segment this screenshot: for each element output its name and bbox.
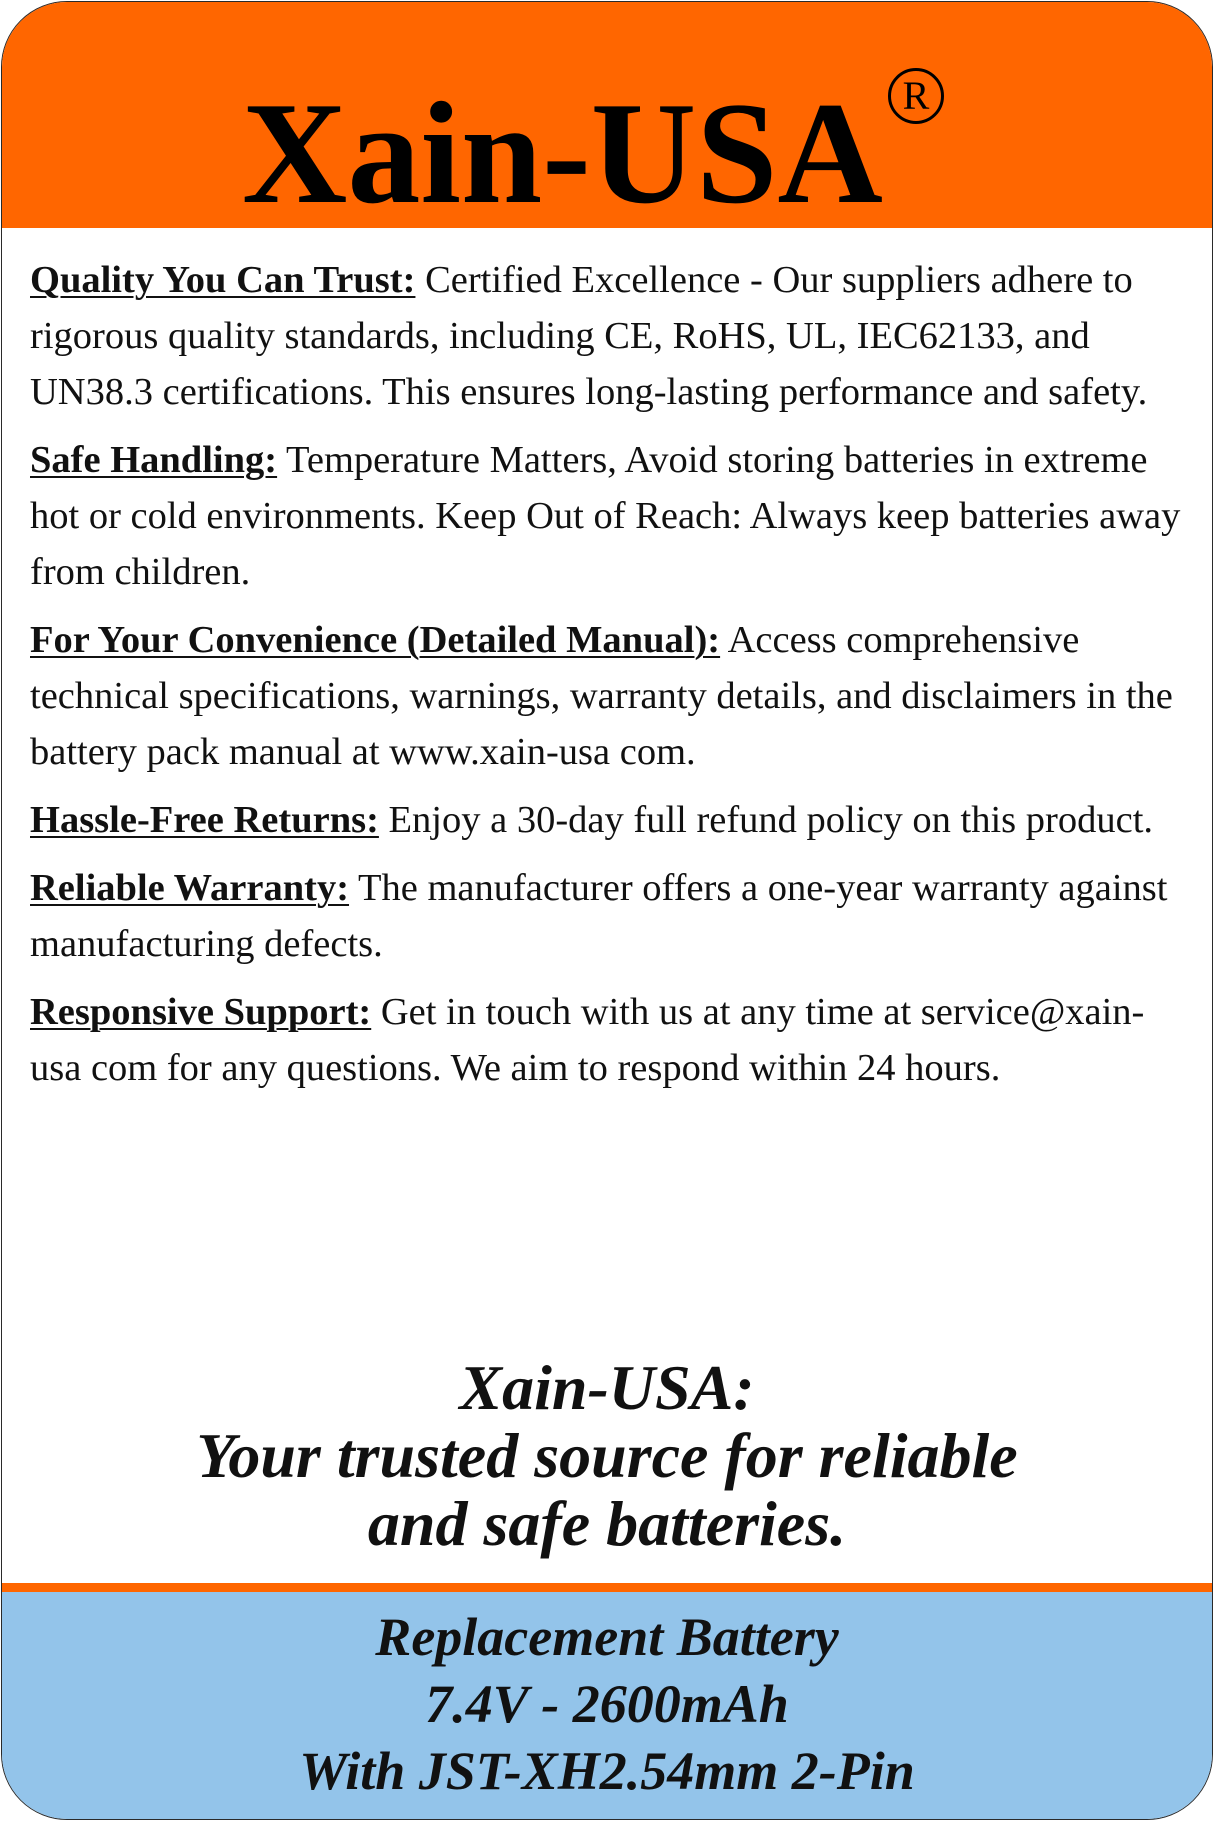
spec-product-name: Replacement Battery <box>375 1607 839 1667</box>
section-text: Certified Excellence - Our suppliers adhere to rigorous quality standards, including CE, RoHS, UL, IEC62133, and UN38.3 certifications. This ensures long-lasting performance and safety. <box>30 259 1148 413</box>
section-heading: For Your Convenience (Detailed Manual): <box>30 619 721 661</box>
brand-tagline <box>2 1354 1212 1558</box>
product-label-card <box>1 1 1213 1820</box>
spec-connector: With JST-XH2.54mm 2-Pin <box>299 1741 915 1801</box>
brand-header <box>2 2 1212 234</box>
product-spec-footer <box>2 1592 1212 1820</box>
tagline-line: and safe batteries. <box>367 1488 847 1559</box>
tagline-brand: Xain-USA: <box>459 1352 755 1423</box>
section-warranty <box>30 860 1190 972</box>
section-text: Temperature Matters, Avoid storing batteries in extreme hot or cold environments. Keep Out of Reach: Always keep batteries away from children. <box>30 439 1181 593</box>
info-body <box>30 252 1190 1108</box>
footer-divider <box>2 1583 1212 1592</box>
spec-voltage-capacity: 7.4V - 2600mAh <box>425 1674 789 1734</box>
section-safe-handling <box>30 432 1190 600</box>
section-convenience <box>30 612 1190 780</box>
section-text: Get in touch with us at any time at service@xain-usa com for any questions. We aim to respond within 24 hours. <box>30 991 1145 1089</box>
section-text: Access comprehensive technical specifications, warnings, warranty details, and disclaimers in the battery pack manual at www.xain-usa com. <box>30 619 1173 773</box>
section-heading: Quality You Can Trust: <box>30 259 416 301</box>
section-heading: Safe Handling: <box>30 439 278 481</box>
tagline-line: Your trusted source for reliable <box>196 1420 1018 1491</box>
section-returns <box>30 792 1190 848</box>
section-heading: Responsive Support: <box>30 991 372 1033</box>
spec-text <box>2 1604 1212 1805</box>
registered-trademark-icon: R <box>888 68 944 124</box>
brand-logo-text: Xain-USA <box>242 72 883 234</box>
section-heading: Hassle-Free Returns: <box>30 799 379 841</box>
section-quality <box>30 252 1190 420</box>
section-heading: Reliable Warranty: <box>30 867 350 909</box>
section-text: Enjoy a 30-day full refund policy on this product. <box>378 799 1154 841</box>
section-support <box>30 984 1190 1096</box>
section-text: The manufacturer offers a one-year warranty against manufacturing defects. <box>30 867 1168 965</box>
